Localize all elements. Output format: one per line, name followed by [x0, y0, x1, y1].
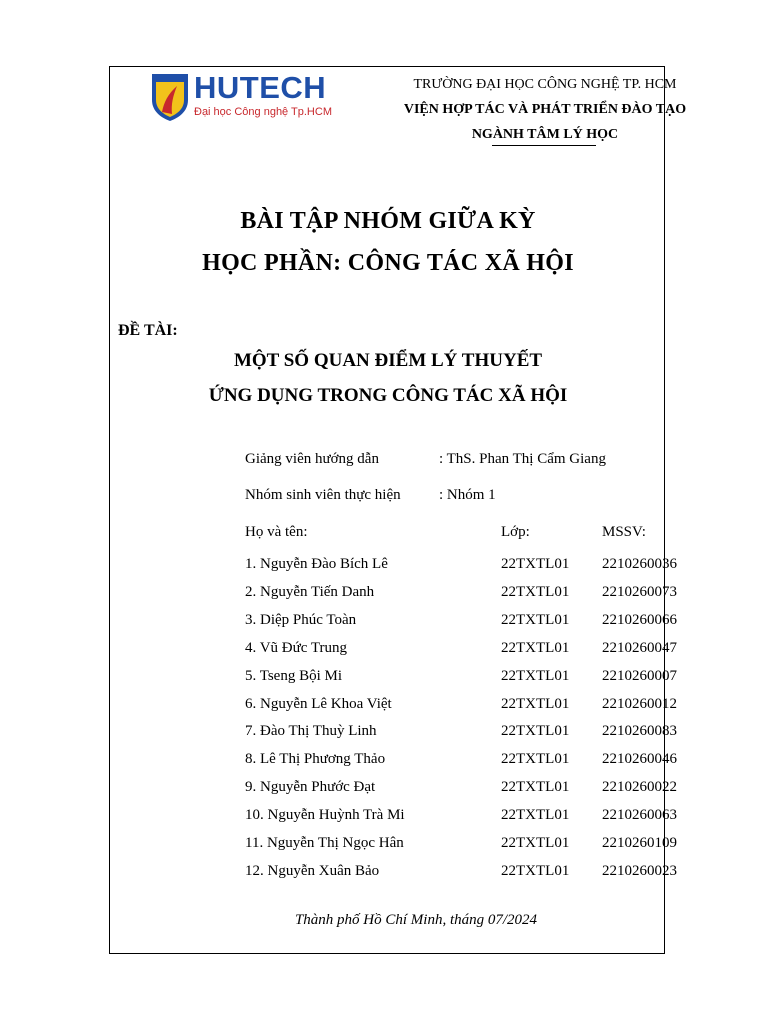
place-date: Thành phố Hồ Chí Minh, tháng 07/2024	[294, 912, 538, 928]
student-name: 7. Đào Thị Thuỳ Linh	[245, 723, 377, 740]
student-class: 22TXTL01	[501, 779, 570, 796]
department-name: NGÀNH TÂM LÝ HỌC	[471, 127, 619, 142]
student-id: 2210260036	[602, 556, 677, 572]
table-header	[0, 524, 768, 546]
student-name: 2. Nguyễn Tiến Danh	[245, 583, 375, 600]
student-name: 6. Nguyễn Lê Khoa Việt	[245, 695, 392, 712]
student-class: 22TXTL01	[501, 862, 570, 879]
table-row	[0, 696, 768, 718]
logo-brand: HUTECH	[194, 70, 327, 105]
student-id: 2210260022	[602, 779, 677, 796]
student-class: 22TXTL01	[501, 807, 570, 824]
student-id: 2210260066	[602, 611, 677, 628]
student-name: 4. Vũ Đức Trung	[245, 639, 348, 656]
student-name: 11. Nguyễn Thị Ngọc Hân	[245, 835, 404, 851]
student-class: 22TXTL01	[501, 695, 570, 712]
department-underline	[492, 145, 596, 146]
student-class: 22TXTL01	[501, 751, 570, 768]
table-row	[0, 835, 768, 857]
header-name: Họ và tên:	[245, 524, 308, 540]
advisor-label: Giảng viên hướng dẫn	[245, 451, 379, 467]
table-row	[0, 612, 768, 634]
table-row	[0, 807, 768, 829]
student-id: 2210260023	[602, 862, 677, 879]
student-name: 5. Tseng Bội Mi	[245, 667, 343, 684]
table-row	[0, 556, 768, 578]
topic-line-1: MỘT SỐ QUAN ĐIỂM LÝ THUYẾT	[233, 350, 543, 371]
student-id: 2210260046	[602, 751, 677, 768]
student-id: 2210260109	[602, 835, 677, 851]
student-name: 12. Nguyễn Xuân Bảo	[245, 862, 380, 879]
student-class: 22TXTL01	[501, 667, 570, 684]
institute-name: VIỆN HỢP TÁC VÀ PHÁT TRIỂN ĐÀO TẠO	[403, 102, 687, 117]
student-id: 2210260047	[602, 639, 677, 656]
student-class: 22TXTL01	[501, 556, 570, 572]
header-id: MSSV:	[602, 524, 646, 540]
student-id: 2210260012	[602, 695, 677, 712]
student-name: 8. Lê Thị Phương Thảo	[245, 751, 386, 768]
advisor-value: : ThS. Phan Thị Cẩm Giang	[439, 451, 606, 467]
course-title: HỌC PHẦN: CÔNG TÁC XÃ HỘI	[202, 250, 574, 276]
student-name: 1. Nguyễn Đào Bích Lê	[245, 556, 388, 572]
student-id: 2210260073	[602, 583, 677, 600]
student-class: 22TXTL01	[501, 611, 570, 628]
table-row	[0, 668, 768, 690]
logo-tagline: Đại học Công nghệ Tp.HCM	[194, 106, 332, 118]
student-class: 22TXTL01	[501, 723, 570, 740]
table-row	[0, 640, 768, 662]
table-row	[0, 779, 768, 801]
student-name: 10. Nguyễn Huỳnh Trà Mi	[245, 807, 405, 824]
group-value: : Nhóm 1	[439, 487, 496, 503]
student-id: 2210260063	[602, 807, 677, 824]
group-label: Nhóm sinh viên thực hiện	[245, 487, 401, 503]
student-id: 2210260083	[602, 723, 677, 740]
table-row	[0, 863, 768, 885]
topic-line-2: ỨNG DỤNG TRONG CÔNG TÁC XÃ HỘI	[208, 385, 568, 406]
university-name: TRƯỜNG ĐẠI HỌC CÔNG NGHỆ TP. HCM	[413, 77, 677, 92]
table-row	[0, 751, 768, 773]
shield-icon	[150, 72, 190, 122]
student-class: 22TXTL01	[501, 835, 570, 851]
student-class: 22TXTL01	[501, 583, 570, 600]
topic-label: ĐỀ TÀI:	[118, 322, 178, 339]
student-id: 2210260007	[602, 667, 677, 684]
assignment-title: BÀI TẬP NHÓM GIỮA KỲ	[240, 208, 536, 234]
table-row	[0, 584, 768, 606]
student-name: 9. Nguyễn Phước Đạt	[245, 779, 376, 796]
table-row	[0, 723, 768, 745]
student-class: 22TXTL01	[501, 639, 570, 656]
header-class: Lớp:	[501, 524, 530, 540]
hutech-logo	[150, 72, 340, 122]
student-name: 3. Diệp Phúc Toàn	[245, 611, 357, 628]
